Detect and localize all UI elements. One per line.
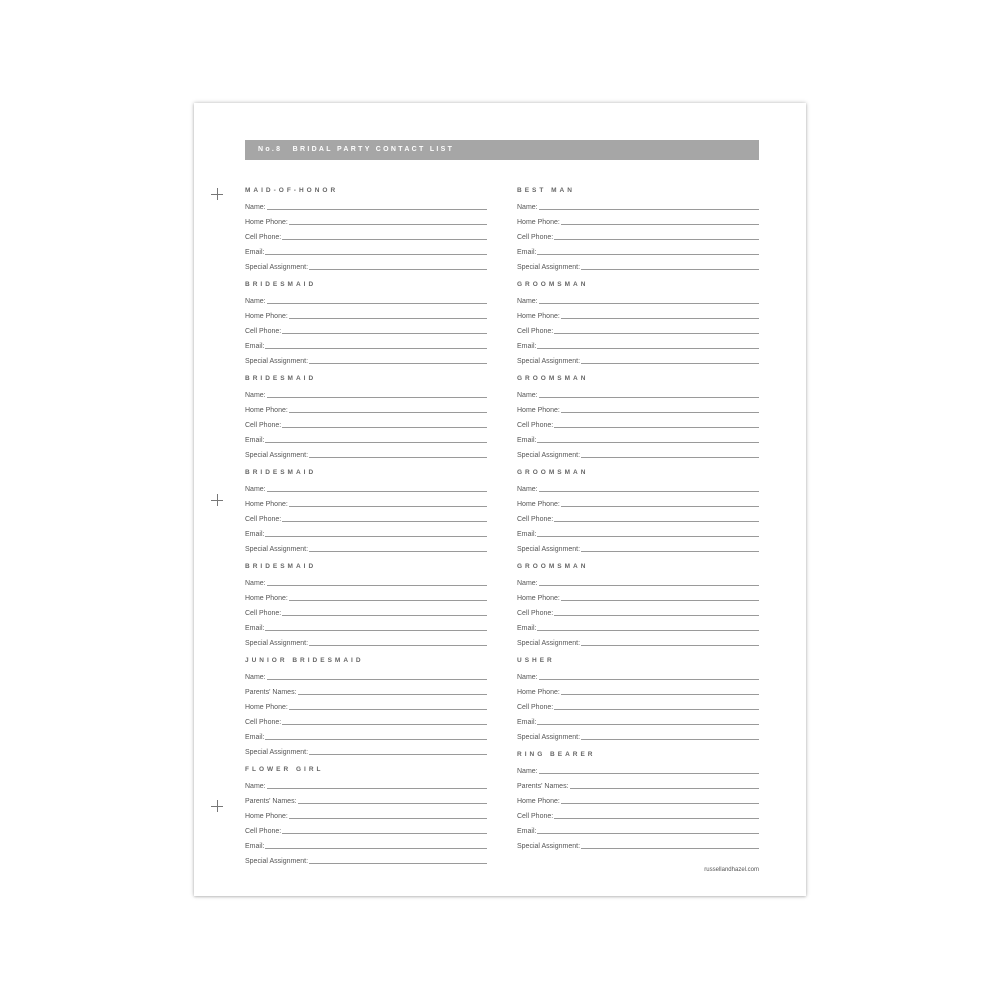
write-in-line [265, 630, 487, 631]
field-label: Name: [517, 204, 538, 211]
page-title: BRIDAL PARTY CONTACT LIST [292, 146, 455, 153]
right-column [517, 185, 759, 858]
field-label: Name: [245, 204, 266, 211]
page-header-bar [245, 140, 759, 160]
field-label: Special Assignment: [517, 452, 581, 459]
write-in-line [554, 521, 759, 522]
field-email [517, 712, 759, 727]
write-in-line [539, 303, 759, 304]
field-label: Email: [517, 531, 537, 538]
write-in-line [267, 491, 487, 492]
write-in-line [539, 585, 759, 586]
field-label: Email: [245, 625, 265, 632]
section-title: GROOMSMAN [517, 281, 589, 288]
write-in-line [298, 694, 487, 695]
field-label: Special Assignment: [517, 734, 581, 741]
field-label: Home Phone: [245, 501, 288, 508]
contact-section-bridesmaid [245, 561, 487, 648]
write-in-line [537, 348, 759, 349]
write-in-line [289, 506, 487, 507]
field-label: Special Assignment: [245, 858, 309, 865]
field-label: Email: [245, 249, 265, 256]
field-special-assignment [517, 445, 759, 460]
footer-website: russellandhazel.com [704, 867, 759, 873]
field-label: Home Phone: [245, 813, 288, 820]
field-label: Cell Phone: [245, 422, 282, 429]
contact-section-groomsman [517, 279, 759, 366]
write-in-line [267, 585, 487, 586]
field-label: Email: [245, 734, 265, 741]
write-in-line [581, 551, 759, 552]
field-label: Special Assignment: [245, 749, 309, 756]
section-title: RING BEARER [517, 751, 596, 758]
registration-mark-icon [211, 800, 223, 812]
field-email [245, 618, 487, 633]
contact-section-bridesmaid [245, 373, 487, 460]
field-email [245, 430, 487, 445]
write-in-line [537, 724, 759, 725]
field-cell-phone [245, 415, 487, 430]
field-label: Home Phone: [245, 219, 288, 226]
write-in-line [581, 739, 759, 740]
write-in-line [539, 773, 759, 774]
field-name [517, 385, 759, 400]
write-in-line [289, 818, 487, 819]
field-label: Cell Phone: [245, 828, 282, 835]
field-email [245, 336, 487, 351]
field-label: Cell Phone: [517, 234, 554, 241]
write-in-line [537, 254, 759, 255]
field-label: Name: [245, 674, 266, 681]
field-label: Email: [517, 828, 537, 835]
field-label: Special Assignment: [245, 358, 309, 365]
write-in-line [554, 333, 759, 334]
field-label: Cell Phone: [245, 234, 282, 241]
field-cell-phone [245, 227, 487, 242]
write-in-line [537, 442, 759, 443]
field-home-phone [517, 791, 759, 806]
field-label: Cell Phone: [245, 328, 282, 335]
field-email [245, 524, 487, 539]
field-label: Special Assignment: [245, 264, 309, 271]
field-home-phone [245, 400, 487, 415]
write-in-line [267, 788, 487, 789]
field-label: Special Assignment: [517, 546, 581, 553]
write-in-line [309, 363, 487, 364]
field-label: Cell Phone: [517, 813, 554, 820]
field-cell-phone [245, 509, 487, 524]
field-email [245, 242, 487, 257]
field-home-phone [517, 588, 759, 603]
write-in-line [554, 818, 759, 819]
field-label: Home Phone: [517, 407, 560, 414]
field-label: Cell Phone: [245, 719, 282, 726]
write-in-line [282, 427, 487, 428]
write-in-line [537, 833, 759, 834]
write-in-line [282, 724, 487, 725]
field-special-assignment [245, 633, 487, 648]
section-title: GROOMSMAN [517, 563, 589, 570]
field-label: Name: [245, 298, 266, 305]
field-email [245, 836, 487, 851]
field-label: Special Assignment: [245, 546, 309, 553]
field-label: Cell Phone: [517, 516, 554, 523]
write-in-line [309, 754, 487, 755]
write-in-line [561, 600, 759, 601]
write-in-line [570, 788, 759, 789]
write-in-line [282, 521, 487, 522]
contact-section-groomsman [517, 561, 759, 648]
field-label: Cell Phone: [245, 610, 282, 617]
field-label: Cell Phone: [517, 422, 554, 429]
write-in-line [298, 803, 487, 804]
field-label: Home Phone: [517, 219, 560, 226]
field-cell-phone [517, 415, 759, 430]
write-in-line [554, 615, 759, 616]
field-home-phone [245, 588, 487, 603]
field-label: Home Phone: [245, 595, 288, 602]
field-special-assignment [245, 257, 487, 272]
write-in-line [267, 397, 487, 398]
field-name [245, 667, 487, 682]
write-in-line [265, 348, 487, 349]
write-in-line [309, 551, 487, 552]
field-label: Home Phone: [517, 798, 560, 805]
field-special-assignment [517, 633, 759, 648]
field-email [517, 242, 759, 257]
field-email [517, 430, 759, 445]
field-label: Email: [517, 625, 537, 632]
write-in-line [581, 645, 759, 646]
field-label: Parents' Names: [245, 798, 297, 805]
field-label: Parents' Names: [245, 689, 297, 696]
write-in-line [289, 709, 487, 710]
write-in-line [265, 848, 487, 849]
write-in-line [289, 224, 487, 225]
section-title: BEST MAN [517, 187, 575, 194]
field-special-assignment [245, 351, 487, 366]
left-column [245, 185, 487, 873]
write-in-line [267, 679, 487, 680]
contact-section-junior-bridesmaid [245, 655, 487, 757]
field-cell-phone [245, 712, 487, 727]
field-label: Cell Phone: [517, 610, 554, 617]
field-cell-phone [517, 509, 759, 524]
field-special-assignment [517, 836, 759, 851]
field-label: Email: [517, 437, 537, 444]
write-in-line [561, 224, 759, 225]
field-home-phone [245, 494, 487, 509]
field-label: Email: [245, 343, 265, 350]
write-in-line [282, 833, 487, 834]
field-home-phone [245, 212, 487, 227]
contact-section-groomsman [517, 373, 759, 460]
field-home-phone [245, 697, 487, 712]
write-in-line [581, 848, 759, 849]
contact-section-groomsman [517, 467, 759, 554]
write-in-line [267, 303, 487, 304]
write-in-line [554, 709, 759, 710]
field-home-phone [517, 682, 759, 697]
field-label: Cell Phone: [517, 328, 554, 335]
write-in-line [282, 615, 487, 616]
field-special-assignment [245, 742, 487, 757]
field-special-assignment [245, 851, 487, 866]
write-in-line [265, 254, 487, 255]
write-in-line [539, 679, 759, 680]
field-special-assignment [517, 351, 759, 366]
field-cell-phone [517, 697, 759, 712]
page-number: No.8 [258, 146, 283, 153]
write-in-line [289, 412, 487, 413]
field-label: Name: [517, 674, 538, 681]
field-email [517, 336, 759, 351]
write-in-line [265, 442, 487, 443]
field-home-phone [517, 400, 759, 415]
field-label: Cell Phone: [517, 704, 554, 711]
field-label: Name: [245, 392, 266, 399]
field-label: Email: [245, 531, 265, 538]
field-label: Home Phone: [245, 407, 288, 414]
field-label: Name: [517, 298, 538, 305]
field-name [245, 573, 487, 588]
field-name [245, 479, 487, 494]
write-in-line [561, 412, 759, 413]
write-in-line [581, 269, 759, 270]
write-in-line [537, 630, 759, 631]
field-label: Home Phone: [517, 501, 560, 508]
field-special-assignment [245, 445, 487, 460]
write-in-line [537, 536, 759, 537]
field-label: Email: [517, 249, 537, 256]
field-home-phone [245, 806, 487, 821]
field-special-assignment [517, 257, 759, 272]
registration-mark-icon [211, 494, 223, 506]
section-title: BRIDESMAID [245, 469, 317, 476]
write-in-line [265, 739, 487, 740]
field-label: Cell Phone: [245, 516, 282, 523]
write-in-line [309, 645, 487, 646]
field-label: Parents' Names: [517, 783, 569, 790]
contact-section-bridesmaid [245, 279, 487, 366]
registration-mark-icon [211, 188, 223, 200]
field-label: Name: [245, 580, 266, 587]
field-name [517, 667, 759, 682]
write-in-line [282, 333, 487, 334]
section-title: BRIDESMAID [245, 281, 317, 288]
write-in-line [554, 239, 759, 240]
field-cell-phone [245, 821, 487, 836]
write-in-line [561, 694, 759, 695]
field-label: Name: [245, 486, 266, 493]
field-name [245, 197, 487, 212]
field-cell-phone [517, 227, 759, 242]
field-label: Home Phone: [517, 313, 560, 320]
contact-section-best-man [517, 185, 759, 272]
field-name [517, 291, 759, 306]
section-title: GROOMSMAN [517, 375, 589, 382]
section-title: BRIDESMAID [245, 563, 317, 570]
field-label: Home Phone: [517, 689, 560, 696]
write-in-line [282, 239, 487, 240]
field-name [245, 291, 487, 306]
field-label: Special Assignment: [517, 264, 581, 271]
field-parents-names [245, 682, 487, 697]
field-label: Name: [245, 783, 266, 790]
write-in-line [309, 269, 487, 270]
field-label: Email: [517, 719, 537, 726]
write-in-line [561, 803, 759, 804]
field-label: Email: [517, 343, 537, 350]
field-cell-phone [245, 603, 487, 618]
field-cell-phone [517, 321, 759, 336]
field-email [245, 727, 487, 742]
field-email [517, 618, 759, 633]
field-name [245, 776, 487, 791]
section-title: FLOWER GIRL [245, 766, 324, 773]
contact-section-bridesmaid [245, 467, 487, 554]
section-title: BRIDESMAID [245, 375, 317, 382]
field-name [245, 385, 487, 400]
write-in-line [581, 457, 759, 458]
field-name [517, 761, 759, 776]
field-home-phone [517, 306, 759, 321]
field-special-assignment [517, 727, 759, 742]
field-home-phone [517, 212, 759, 227]
field-label: Name: [517, 580, 538, 587]
field-parents-names [245, 791, 487, 806]
section-title: JUNIOR BRIDESMAID [245, 657, 364, 664]
field-label: Home Phone: [517, 595, 560, 602]
write-in-line [539, 209, 759, 210]
field-label: Name: [517, 486, 538, 493]
field-label: Email: [245, 437, 265, 444]
contact-section-ring-bearer [517, 749, 759, 851]
field-name [517, 197, 759, 212]
section-title: USHER [517, 657, 555, 664]
write-in-line [267, 209, 487, 210]
write-in-line [265, 536, 487, 537]
field-special-assignment [245, 539, 487, 554]
contact-list-page [194, 103, 806, 896]
contact-section-usher [517, 655, 759, 742]
write-in-line [289, 318, 487, 319]
section-title: GROOMSMAN [517, 469, 589, 476]
field-email [517, 821, 759, 836]
field-label: Home Phone: [245, 704, 288, 711]
field-label: Home Phone: [245, 313, 288, 320]
field-label: Special Assignment: [245, 640, 309, 647]
field-label: Name: [517, 768, 538, 775]
field-label: Email: [245, 843, 265, 850]
field-parents-names [517, 776, 759, 791]
field-name [517, 479, 759, 494]
write-in-line [289, 600, 487, 601]
field-label: Special Assignment: [517, 843, 581, 850]
section-title: MAID-OF-HONOR [245, 187, 339, 194]
write-in-line [539, 397, 759, 398]
contact-section-maid-of-honor [245, 185, 487, 272]
field-label: Name: [517, 392, 538, 399]
field-home-phone [517, 494, 759, 509]
write-in-line [581, 363, 759, 364]
field-label: Special Assignment: [517, 640, 581, 647]
field-label: Special Assignment: [517, 358, 581, 365]
contact-section-flower-girl [245, 764, 487, 866]
write-in-line [554, 427, 759, 428]
write-in-line [539, 491, 759, 492]
field-name [517, 573, 759, 588]
field-special-assignment [517, 539, 759, 554]
field-cell-phone [517, 806, 759, 821]
write-in-line [309, 863, 487, 864]
write-in-line [561, 318, 759, 319]
field-label: Special Assignment: [245, 452, 309, 459]
field-cell-phone [517, 603, 759, 618]
field-cell-phone [245, 321, 487, 336]
write-in-line [309, 457, 487, 458]
field-home-phone [245, 306, 487, 321]
write-in-line [561, 506, 759, 507]
field-email [517, 524, 759, 539]
